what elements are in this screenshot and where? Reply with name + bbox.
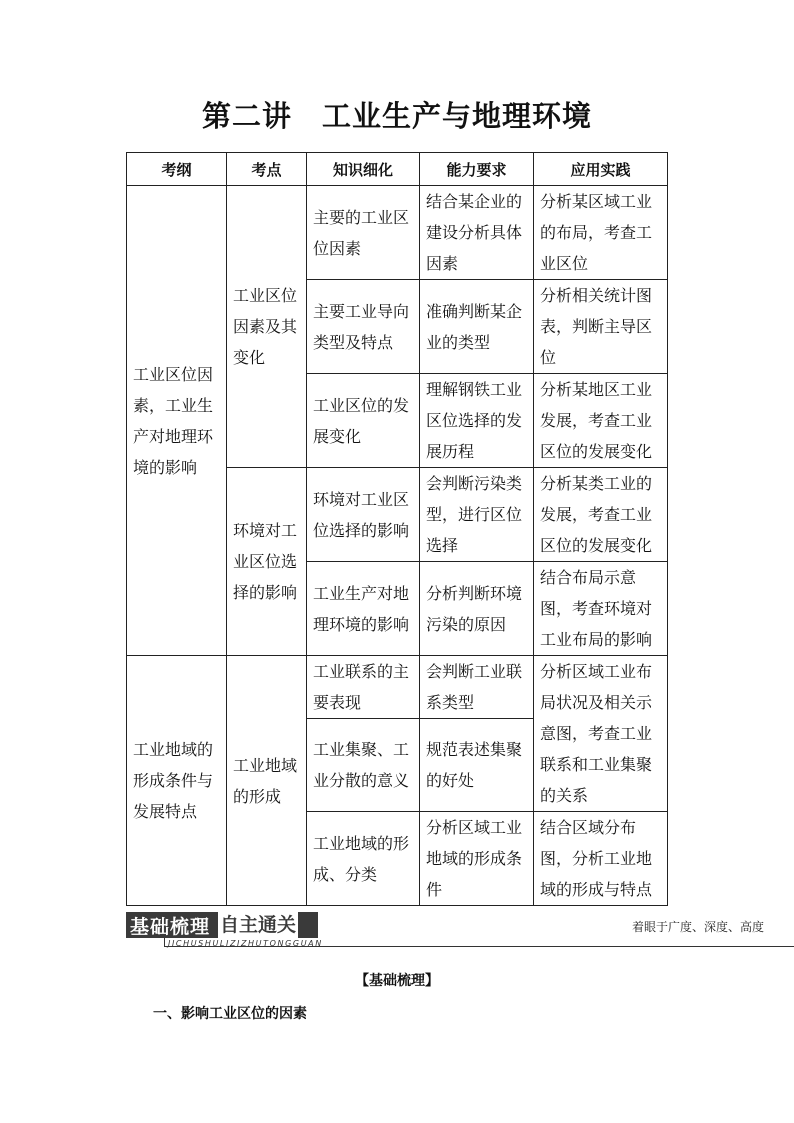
syllabus-cell: 工业区位因素，工业生产对地理环境的影响 — [127, 186, 227, 656]
table-row — [127, 656, 668, 719]
knowledge-cell: 环境对工业区位选择的影响 — [307, 468, 420, 562]
practice-cell: 分析某区域工业的布局，考查工业区位 — [534, 186, 668, 280]
table-row — [127, 186, 668, 280]
ability-cell: 分析区域工业地域的形成条件 — [420, 812, 534, 906]
practice-cell: 结合布局示意图，考查环境对工业布局的影响 — [534, 562, 668, 656]
knowledge-cell: 工业地域的形成、分类 — [307, 812, 420, 906]
knowledge-cell: 工业集聚、工业分散的意义 — [307, 719, 420, 812]
table-header-row — [127, 153, 668, 186]
subsection-title: 【基础梳理】 — [355, 973, 439, 989]
practice-cell: 分析区域工业布局状况及相关示意图，考查工业联系和工业集聚的关系 — [534, 656, 668, 812]
knowledge-cell: 主要工业导向类型及特点 — [307, 280, 420, 374]
section-banner — [126, 912, 772, 957]
point-cell: 工业地域的形成 — [227, 656, 307, 906]
banner-pinyin: JICHUSHULIZIZHUTONGGUAN — [168, 939, 323, 948]
syllabus-table — [126, 152, 668, 906]
banner-label-box — [126, 912, 318, 938]
header-cell: 考纲 — [127, 153, 227, 186]
point-cell: 环境对工业区位选择的影响 — [227, 468, 307, 656]
page-title: 第二讲 工业生产与地理环境 — [201, 99, 592, 133]
banner-label: 基础梳理 — [130, 915, 211, 938]
section-heading: 一、影响工业区位的因素 — [153, 1006, 307, 1022]
practice-cell: 分析某地区工业发展，考查工业区位的发展变化 — [534, 374, 668, 468]
knowledge-cell: 工业生产对地理环境的影响 — [307, 562, 420, 656]
ability-cell: 会判断污染类型，进行区位选择 — [420, 468, 534, 562]
header-cell: 知识细化 — [307, 153, 420, 186]
knowledge-cell: 工业区位的发展变化 — [307, 374, 420, 468]
ability-cell: 准确判断某企业的类型 — [420, 280, 534, 374]
banner-tagline: 着眼于广度、深度、高度 — [631, 920, 764, 934]
practice-cell: 分析某类工业的发展，考查工业区位的发展变化 — [534, 468, 668, 562]
ability-cell: 结合某企业的建设分析具体因素 — [420, 186, 534, 280]
header-cell: 能力要求 — [420, 153, 534, 186]
header-cell: 应用实践 — [534, 153, 668, 186]
header-cell: 考点 — [227, 153, 307, 186]
ability-cell: 理解钢铁工业区位选择的发展历程 — [420, 374, 534, 468]
ability-cell: 会判断工业联系类型 — [420, 656, 534, 719]
banner-highlight: 自主通关 — [220, 914, 297, 936]
practice-cell: 结合区域分布图，分析工业地域的形成与特点 — [534, 812, 668, 906]
syllabus-cell: 工业地域的形成条件与发展特点 — [127, 656, 227, 906]
practice-cell: 分析相关统计图表，判断主导区位 — [534, 280, 668, 374]
point-cell: 工业区位因素及其变化 — [227, 186, 307, 468]
knowledge-cell: 主要的工业区位因素 — [307, 186, 420, 280]
knowledge-cell: 工业联系的主要表现 — [307, 656, 420, 719]
ability-cell: 规范表述集聚的好处 — [420, 719, 534, 812]
ability-cell: 分析判断环境污染的原因 — [420, 562, 534, 656]
